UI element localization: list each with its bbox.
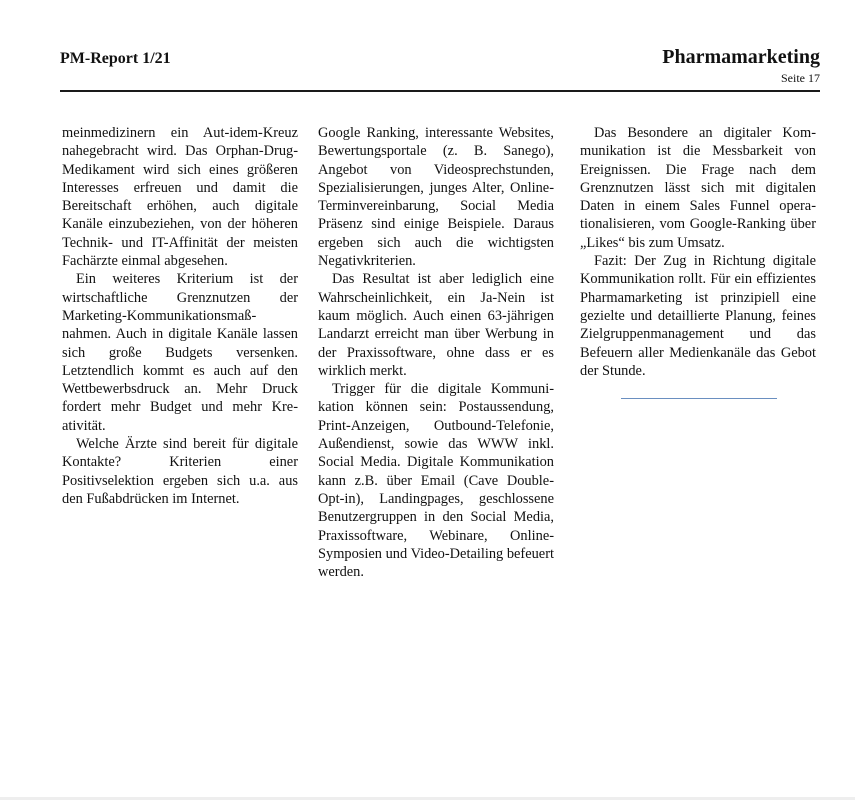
paragraph: Google Ranking, interessante Websites, Bewertungsportale (z. B. Sanego), Angebot von Videosprechstunden, Spezialisierungen, junges Alter, Online-Terminvereinbarung, Social Media Präsenz sind einige Beispiele. Daraus ergeben sich auch die wichtigsten Negativkriterien. [318, 125, 554, 270]
paragraph: Trigger für die digitale Kommunikation können sein: Postaussendung, Print-Anzeigen, Outbound-Telefonie, Außendienst, sowie das WWW inkl. Social Media. Digitale Kommunikation kann z.B. über Email (Cave Double-Opt-in), Landingpages, geschlossene Benutzergruppen in den Social Media, Praxissoftware, Webinare, Online-Symposien und Video-Detailing befeuert werden. [318, 381, 554, 581]
article-end-rule [621, 398, 777, 399]
text-column-3 [580, 124, 816, 380]
page-number: Seite 17 [781, 71, 820, 85]
header-right [662, 46, 820, 86]
page-header [60, 46, 820, 92]
paragraph: Fazit: Der Zug in Richtung digitale Kommunikation rollt. Für ein effizientes Pharmamarketing ist prinzipiell eine gezielte und detaillierte Planung, feines Zielgruppenmanagement und das Befeuern aller Medienkanäle das Gebot der Stunde. [580, 253, 816, 379]
paragraph: Welche Ärzte sind bereit für digitale Kontakte? Kriterien einer Positivselektion ergeben sich u.a. aus den Fußabdrücken im Internet. [62, 436, 298, 507]
text-column-2 [318, 124, 554, 581]
paragraph: Das Besondere an digitaler Kommunikation ist die Messbarkeit von Ereignissen. Die Frage nach dem Grenznutzen lässt sich mit digitalen Daten in einem Sales Funnel operationalisieren, vom Google-Ranking über „Likes“ bis zum Umsatz. [580, 125, 816, 251]
section-title: Pharmamarketing [662, 46, 820, 68]
paragraph: Ein weiteres Kriterium ist der wirtschaftliche Grenznutzen der Marketing-Kommunikationsmaßnahmen. Auch in digitale Kanäle lassen sich große Budgets versenken. Letztendlich kommt es auch auf den Wettbewerbsdruck an. Mehr Druck fordert mehr Budget und mehr Kreativität. [62, 271, 298, 434]
issue-label: PM-Report 1/21 [60, 50, 171, 67]
paragraph: meinmedizinern ein Aut-idem-Kreuz nahegebracht wird. Das Orphan-Drug-Medikament wird sich eines größeren Interesses erfreuen und damit die Bereitschaft erhöhen, auch digitale Kanäle einzubeziehen, von der höheren Technik- und IT-Affinität der meisten Fachärzte einmal abgesehen. [62, 125, 298, 270]
paragraph: Das Resultat ist aber lediglich eine Wahrscheinlichkeit, ein Ja-Nein ist kaum möglich. Auch einen 63-jährigen Landarzt erreicht man über Werbung in der Praxissoftware, ohne dass er es wirklich merkt. [318, 271, 554, 379]
text-column-1 [62, 124, 298, 508]
